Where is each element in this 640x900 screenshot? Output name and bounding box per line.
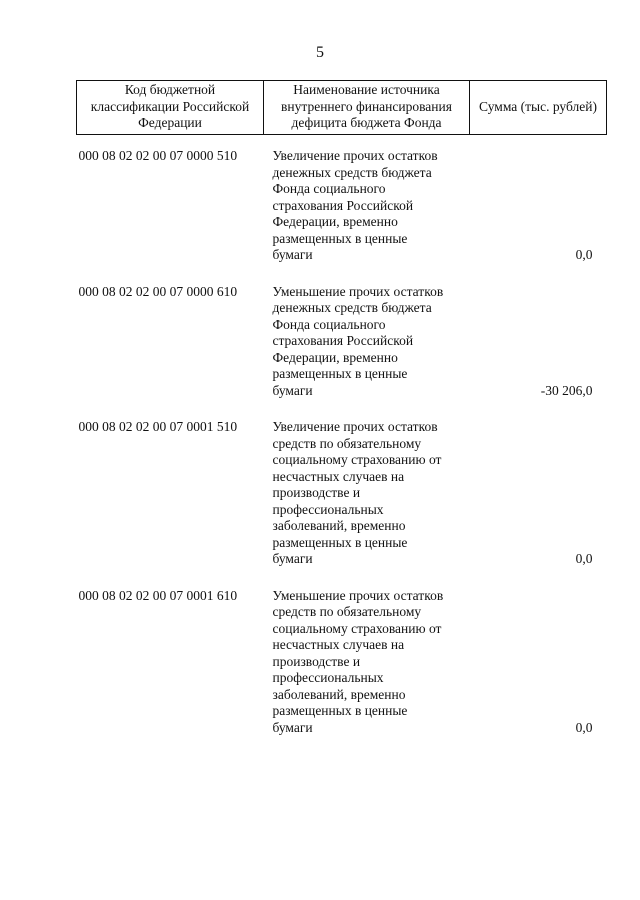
table-row xyxy=(77,284,607,400)
table-row xyxy=(77,148,607,264)
row-name-cell xyxy=(264,284,470,400)
table-row xyxy=(77,419,607,568)
table-header xyxy=(77,81,607,135)
header-sum: Сумма (тыс. рублей) xyxy=(470,81,607,135)
row-code: 000 08 02 02 00 07 0001 610 xyxy=(78,587,238,603)
page-number: 5 xyxy=(316,44,324,61)
row-name: Уменьшение прочих остатков денежных средств бюджета Фонда социального страхования Российской Федерации, временно размещенных в ценные бумаги xyxy=(272,283,444,398)
row-name-cell xyxy=(264,148,470,264)
budget-sources-table xyxy=(76,80,607,736)
row-sum: 0,0 xyxy=(575,719,593,735)
row-name-cell xyxy=(264,588,470,737)
row-sum: 0,0 xyxy=(575,551,593,566)
table-row xyxy=(77,588,607,737)
header-code: Код бюджетной классификации Российской Федерации xyxy=(77,81,264,135)
row-code: 000 08 02 02 00 07 0001 510 xyxy=(78,419,238,434)
row-sum: -30 206,0 xyxy=(540,382,593,398)
row-name: Увеличение прочих остатков средств по обязательному социальному страхованию от несчастных случаев на производстве и профессиональных заболеваний, временно размещенных в ценные бумаги xyxy=(272,419,442,566)
row-sum: 0,0 xyxy=(575,247,593,262)
row-code: 000 08 02 02 00 07 0000 510 xyxy=(78,148,238,163)
row-name-cell xyxy=(264,419,470,568)
header-name: Наименование источника внутреннего финансирования дефицита бюджета Фонда xyxy=(264,81,470,135)
row-code: 000 08 02 02 00 07 0000 610 xyxy=(78,283,238,299)
row-name: Уменьшение прочих остатков средств по обязательному социальному страхованию от несчастных случаев на производстве и профессиональных заболеваний, временно размещенных в ценные бумаги xyxy=(272,587,444,735)
row-name: Увеличение прочих остатков денежных средств бюджета Фонда социального страхования Российской Федерации, временно размещенных в ценные бумаги xyxy=(272,148,438,262)
